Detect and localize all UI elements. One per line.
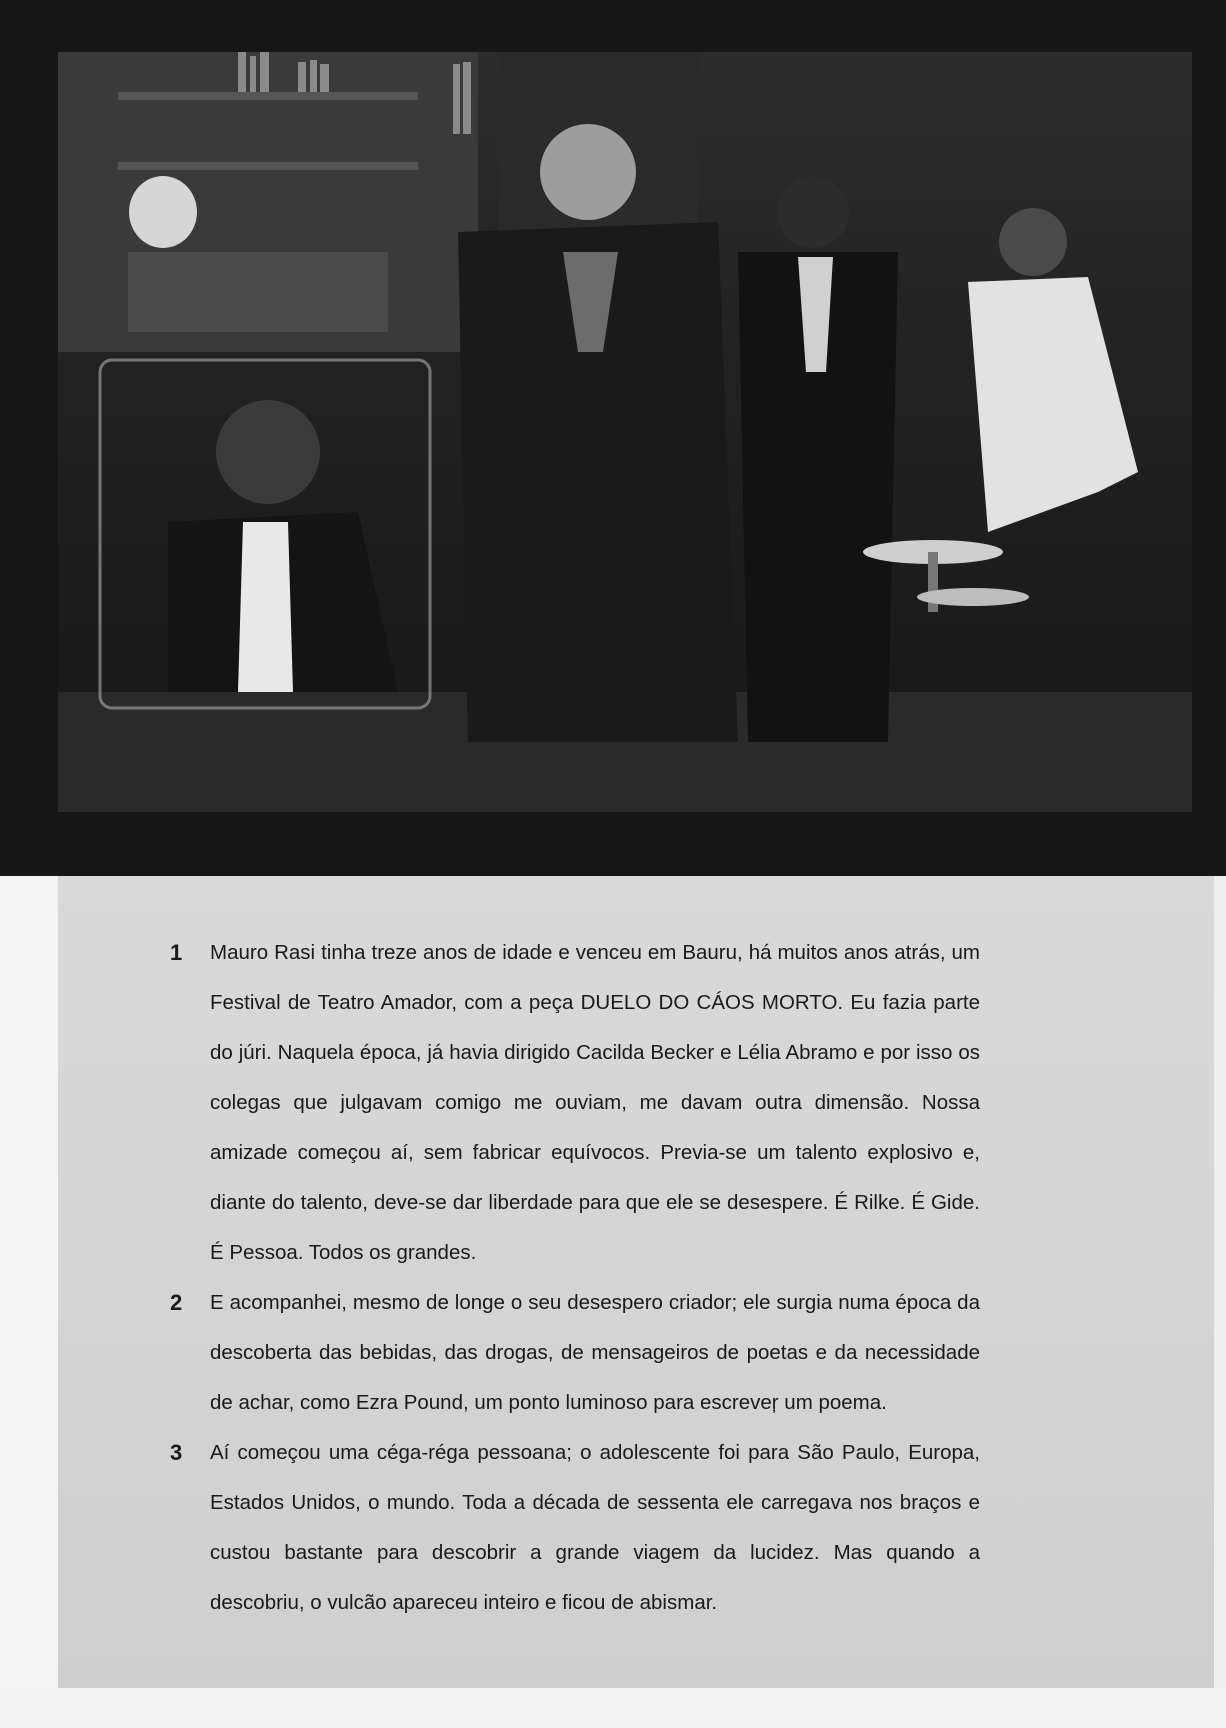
paragraph-text: E acompanhei, mesmo de longe o seu desespero criador; ele surgia numa época da descoberta das bebidas, das drogas, de mensageiros de poetas e da necessidade de achar, como Ezra Pound, um ponto luminoso para escreveŗ um poema. bbox=[210, 1291, 980, 1414]
numbered-paragraphs bbox=[170, 928, 980, 1628]
paragraph-number: 2 bbox=[170, 1290, 183, 1315]
stage-photo bbox=[58, 52, 1192, 812]
page-right-margin bbox=[1214, 876, 1226, 1728]
paragraph-number: 3 bbox=[170, 1440, 183, 1465]
paragraph-1 bbox=[170, 928, 980, 1278]
paragraph-3 bbox=[170, 1428, 980, 1628]
paragraph-2 bbox=[170, 1278, 980, 1428]
page-bottom-margin bbox=[0, 1688, 1226, 1728]
page-left-margin bbox=[0, 876, 58, 1728]
theatre-stage-photo-icon bbox=[58, 52, 1192, 812]
paragraph-text: Aí começou uma céga-réga pessoana; o adolescente foi para São Paulo, Europa, Estados Unidos, o mundo. Toda a década de sessenta ele carregava nos braços e custou bastante para descobrir a grande viagem da lucidez. Mas quando a descobriu, o vulcão apareceu inteiro e ficou de abismar. bbox=[210, 1441, 980, 1614]
paragraph-number: 1 bbox=[170, 940, 183, 965]
paragraph-text: Mauro Rasi tinha treze anos de idade e venceu em Bauru, há muitos anos atrás, um Festival de Teatro Amador, com a peça DUELO DO CÁOS MORTO. Eu fazia parte do júri. Naquela época, já havia dirigido Cacilda Becker e Lélia Abramo e por isso os colegas que julgavam comigo me ouviam, me davam outra dimensão. Nossa amizade começou aí, sem fabricar equívocos. Previa-se um talento explosivo e, diante do talento, deve-se dar liberdade para que ele se desespere. É Rilke. É Gide. É Pessoa. Todos os grandes. bbox=[210, 941, 980, 1264]
